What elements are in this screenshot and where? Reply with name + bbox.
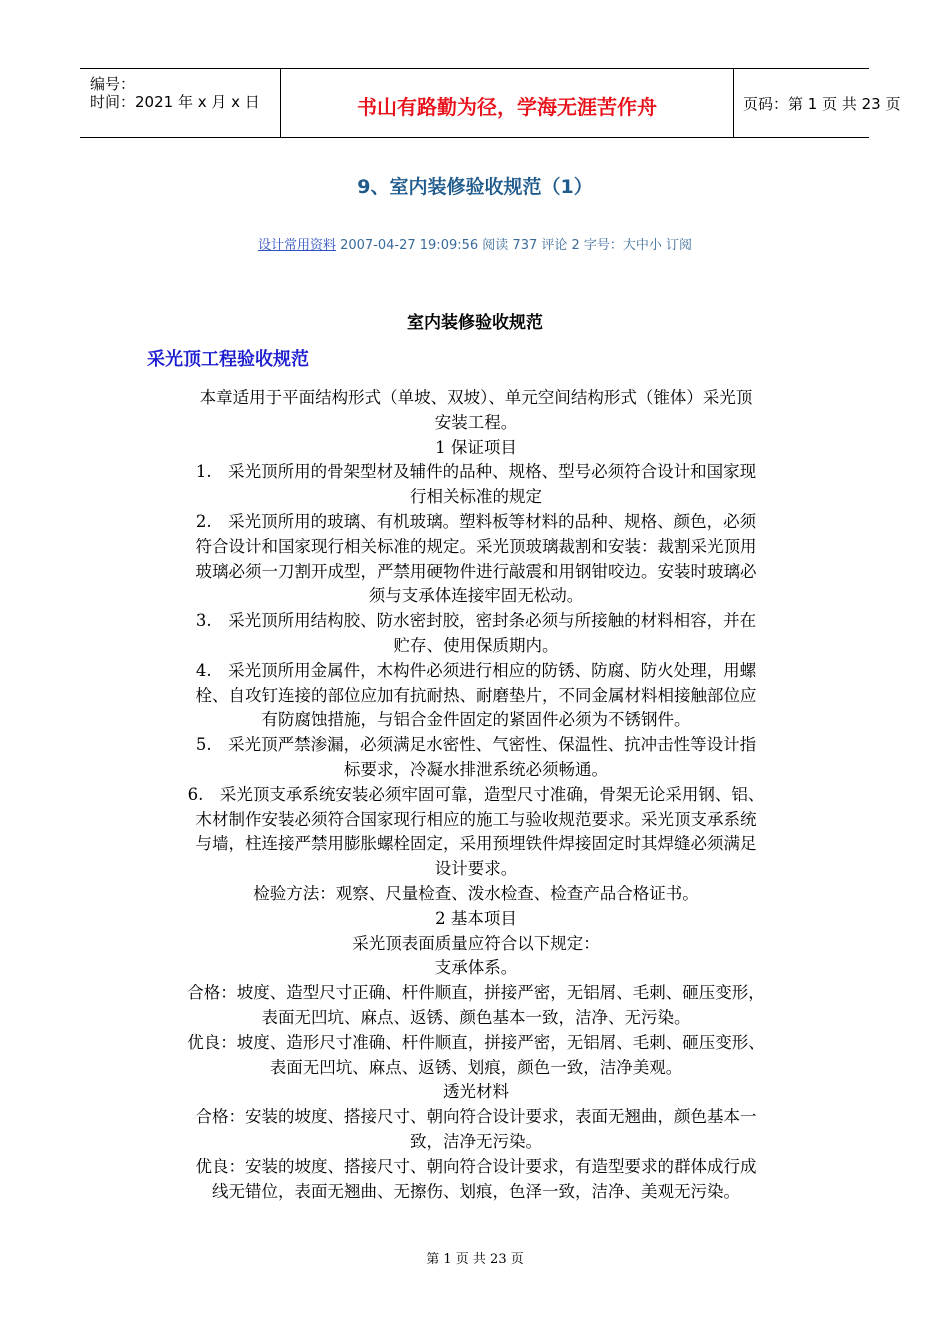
body-line: 合格：安装的坡度、搭接尺寸、朝向符合设计要求，表面无翘曲，颜色基本一 [195, 1107, 757, 1127]
body-line: 透光材料 [443, 1082, 509, 1102]
body-line: 表面无凹坑、麻点、返锈、划痕，颜色一致，洁净美观。 [269, 1057, 683, 1077]
body-line: 表面无凹坑、麻点、返锈、颜色基本一致，洁净、无污染。 [261, 1007, 691, 1027]
body-line: 符合设计和国家现行相关标准的规定。采光顶玻璃裁割和安装：裁割采光顶用 [195, 536, 757, 556]
header-center-cell [280, 69, 734, 137]
page-footer: 第 1 页 共 23 页 [426, 1252, 524, 1267]
body-line: 线无错位，表面无翘曲、无擦伤、划痕，色泽一致，洁净、美观无污染。 [212, 1181, 740, 1201]
article-meta [0, 234, 950, 253]
body-line: 5. 采光顶严禁渗漏，必须满足水密性、气密性、保温性、抗冲击性等设计指 [195, 735, 757, 755]
body-text [140, 386, 812, 1204]
section-title: 采光顶工程验收规范 [147, 349, 309, 370]
category-link[interactable]: 设计常用资料 [257, 238, 336, 253]
header-right-cell [733, 69, 901, 137]
body-line: 贮存、使用保质期内。 [393, 635, 559, 655]
article-title: 9、室内装修验收规范（1） [357, 176, 593, 198]
meta-text: 2007-04-27 19:09:56 阅读 737 评论 2 字号：大中小 订阅 [335, 238, 693, 253]
body-line: 有防腐蚀措施，与铝合金件固定的紧固件必须为不锈钢件。 [261, 710, 691, 730]
body-line: 优良：坡度、造形尺寸准确、杆件顺直，拼接严密，无铝屑、毛刺、砸压变形、 [187, 1032, 765, 1052]
body-line: 栓、自攻钉连接的部位应加有抗耐热、耐磨垫片，不同金属材料相接触部位应 [195, 685, 757, 705]
body-line: 4. 采光顶所用金属件，木构件必须进行相应的防锈、防腐、防火处理，用螺 [195, 660, 757, 680]
body-line: 采光顶表面质量应符合以下规定： [352, 933, 600, 953]
body-line: 2. 采光顶所用的玻璃、有机玻璃。塑料板等材料的品种、规格、颜色，必须 [195, 511, 757, 531]
body-line: 须与支承体连接牢固无松动。 [368, 586, 584, 606]
motto: 书山有路勤为径，学海无涯苦作舟 [357, 95, 657, 119]
header-left-cell [80, 69, 280, 137]
body-line: 与墙，柱连接严禁用膨胀螺栓固定，采用预埋铁件焊接固定时其焊缝必须满足 [195, 834, 757, 854]
body-line: 优良：安装的坡度、搭接尺寸、朝向符合设计要求，有造型要求的群体成行成 [195, 1156, 757, 1176]
body-line: 3. 采光顶所用结构胶、防水密封胶，密封条必须与所接触的材料相容，并在 [195, 611, 757, 631]
number-label: 编号： [90, 75, 136, 93]
body-line: 6. 采光顶支承系统安装必须牢固可靠，造型尺寸准确，骨架无论采用钢、铝、 [187, 784, 765, 804]
header-table [80, 68, 901, 138]
body-line: 玻璃必须一刀割开成型，严禁用硬物件进行敲震和用钢钳咬边。安装时玻璃必 [195, 561, 757, 581]
page-number-label: 页码：第 1 页 共 23 页 [743, 95, 901, 113]
body-line: 2 基本项目 [435, 908, 517, 928]
body-line: 1 保证项目 [435, 437, 517, 457]
body-line: 设计要求。 [434, 859, 518, 879]
body-line: 木材制作安装必须符合国家现行相应的施工与验收规范要求。采光顶支承系统 [195, 809, 757, 829]
subtitle: 室内装修验收规范 [407, 313, 543, 333]
body-line: 安装工程。 [434, 412, 518, 432]
body-line: 致，洁净无污染。 [410, 1131, 542, 1151]
body-line: 合格：坡度、造型尺寸正确、杆件顺直，拼接严密，无铝屑、毛刺、砸压变形， [187, 983, 765, 1003]
date-label: 时间：2021 年 x 月 x 日 [90, 93, 260, 111]
body-line: 标要求，冷凝水排泄系统必须畅通。 [344, 759, 608, 779]
body-line: 本章适用于平面结构形式（单坡、双坡）、单元空间结构形式（锥体）采光顶 [199, 388, 753, 407]
body-line: 行相关标准的规定 [410, 487, 542, 507]
body-line: 检验方法：观察、尺量检查、泼水检查、检查产品合格证书。 [253, 883, 699, 903]
body-line: 支承体系。 [434, 958, 518, 978]
body-line: 1. 采光顶所用的骨架型材及辅件的品种、规格、型号必须符合设计和国家现 [195, 462, 757, 482]
